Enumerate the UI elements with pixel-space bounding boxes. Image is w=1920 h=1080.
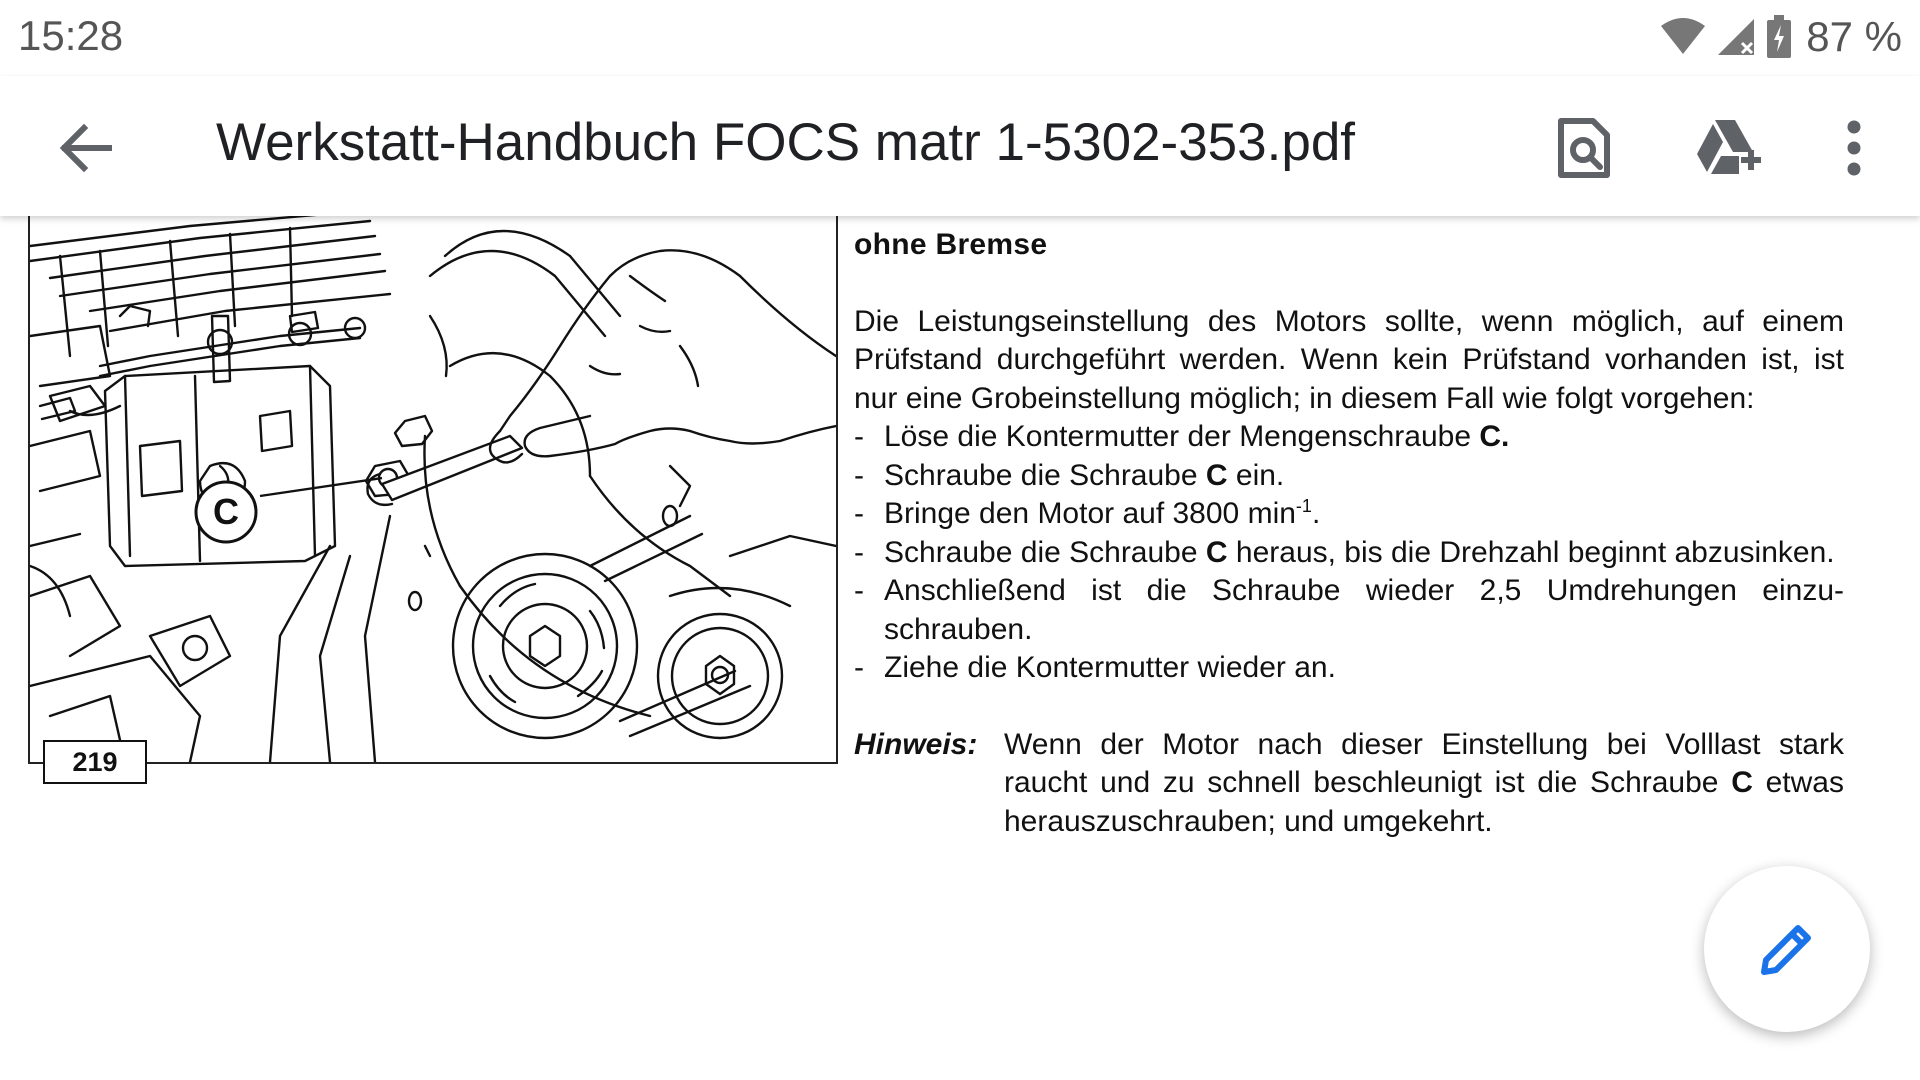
back-arrow-icon (57, 123, 113, 173)
cropped-line (854, 216, 1844, 222)
search-in-document-button[interactable] (1540, 106, 1628, 190)
callout-label: C (213, 491, 239, 532)
more-vert-icon (1846, 120, 1862, 176)
document-text (854, 216, 1844, 841)
status-time: 15:28 (18, 12, 124, 59)
list-item: - Schraube die Schraube C ein. (854, 457, 1844, 496)
edit-pencil-icon (1756, 918, 1818, 980)
list-item: - Löse die Kontermutter der Mengenschraube C. (854, 418, 1844, 457)
section-heading: ohne Bremse (854, 228, 1048, 261)
edit-fab-button[interactable] (1704, 866, 1870, 1032)
search-document-icon (1557, 117, 1611, 179)
list-item: - Anschließend ist die Schraube wieder 2,5 Umdrehungen einzu-schrauben. (854, 572, 1844, 649)
step-list (854, 418, 1844, 688)
app-bar (0, 76, 1920, 216)
more-options-button[interactable] (1810, 106, 1898, 190)
status-icons (1660, 12, 1902, 62)
list-item: - Ziehe die Kontermutter wieder an. (854, 649, 1844, 688)
pdf-page-view[interactable] (0, 216, 1920, 1080)
wifi-icon (1660, 18, 1706, 56)
list-item: - Schraube die Schraube C heraus, bis die Drehzahl beginnt abzusinken. (854, 534, 1844, 573)
list-item: - Bringe den Motor auf 3800 $\min^{-1}$. (854, 495, 1844, 534)
back-button[interactable] (40, 110, 130, 186)
status-bar (0, 0, 1920, 76)
battery-percentage: 87 % (1806, 13, 1902, 60)
note-block (854, 726, 1844, 842)
battery-icon (1766, 15, 1792, 59)
add-to-drive-button[interactable] (1684, 106, 1772, 190)
note-label: Hinweis: (854, 727, 978, 761)
document-title: Werkstatt-Handbuch FOCS matr 1-5302-353.pdf (216, 113, 1356, 172)
intro-paragraph: Die Leistungseinstellung des Motors sollte, wenn möglich, auf einem Prüfstand durchgeführt werden. Wenn kein Prüfstand vorhanden ist, ist nur eine Grobeinstellung möglich; in diesem Fall wie folgt vorgehen: (854, 304, 1844, 415)
figure-number: 219 (43, 740, 147, 784)
drive-add-icon (1693, 118, 1763, 178)
cell-signal-icon (1716, 17, 1756, 57)
engine-drawing (30, 216, 836, 762)
note-text: Wenn der Motor nach dieser Einstellung bei Volllast stark raucht und zu schnell beschleunigt ist die Schraube C etwas herauszuschrauben; und umgekehrt. (1004, 727, 1844, 838)
engine-illustration (28, 216, 838, 764)
